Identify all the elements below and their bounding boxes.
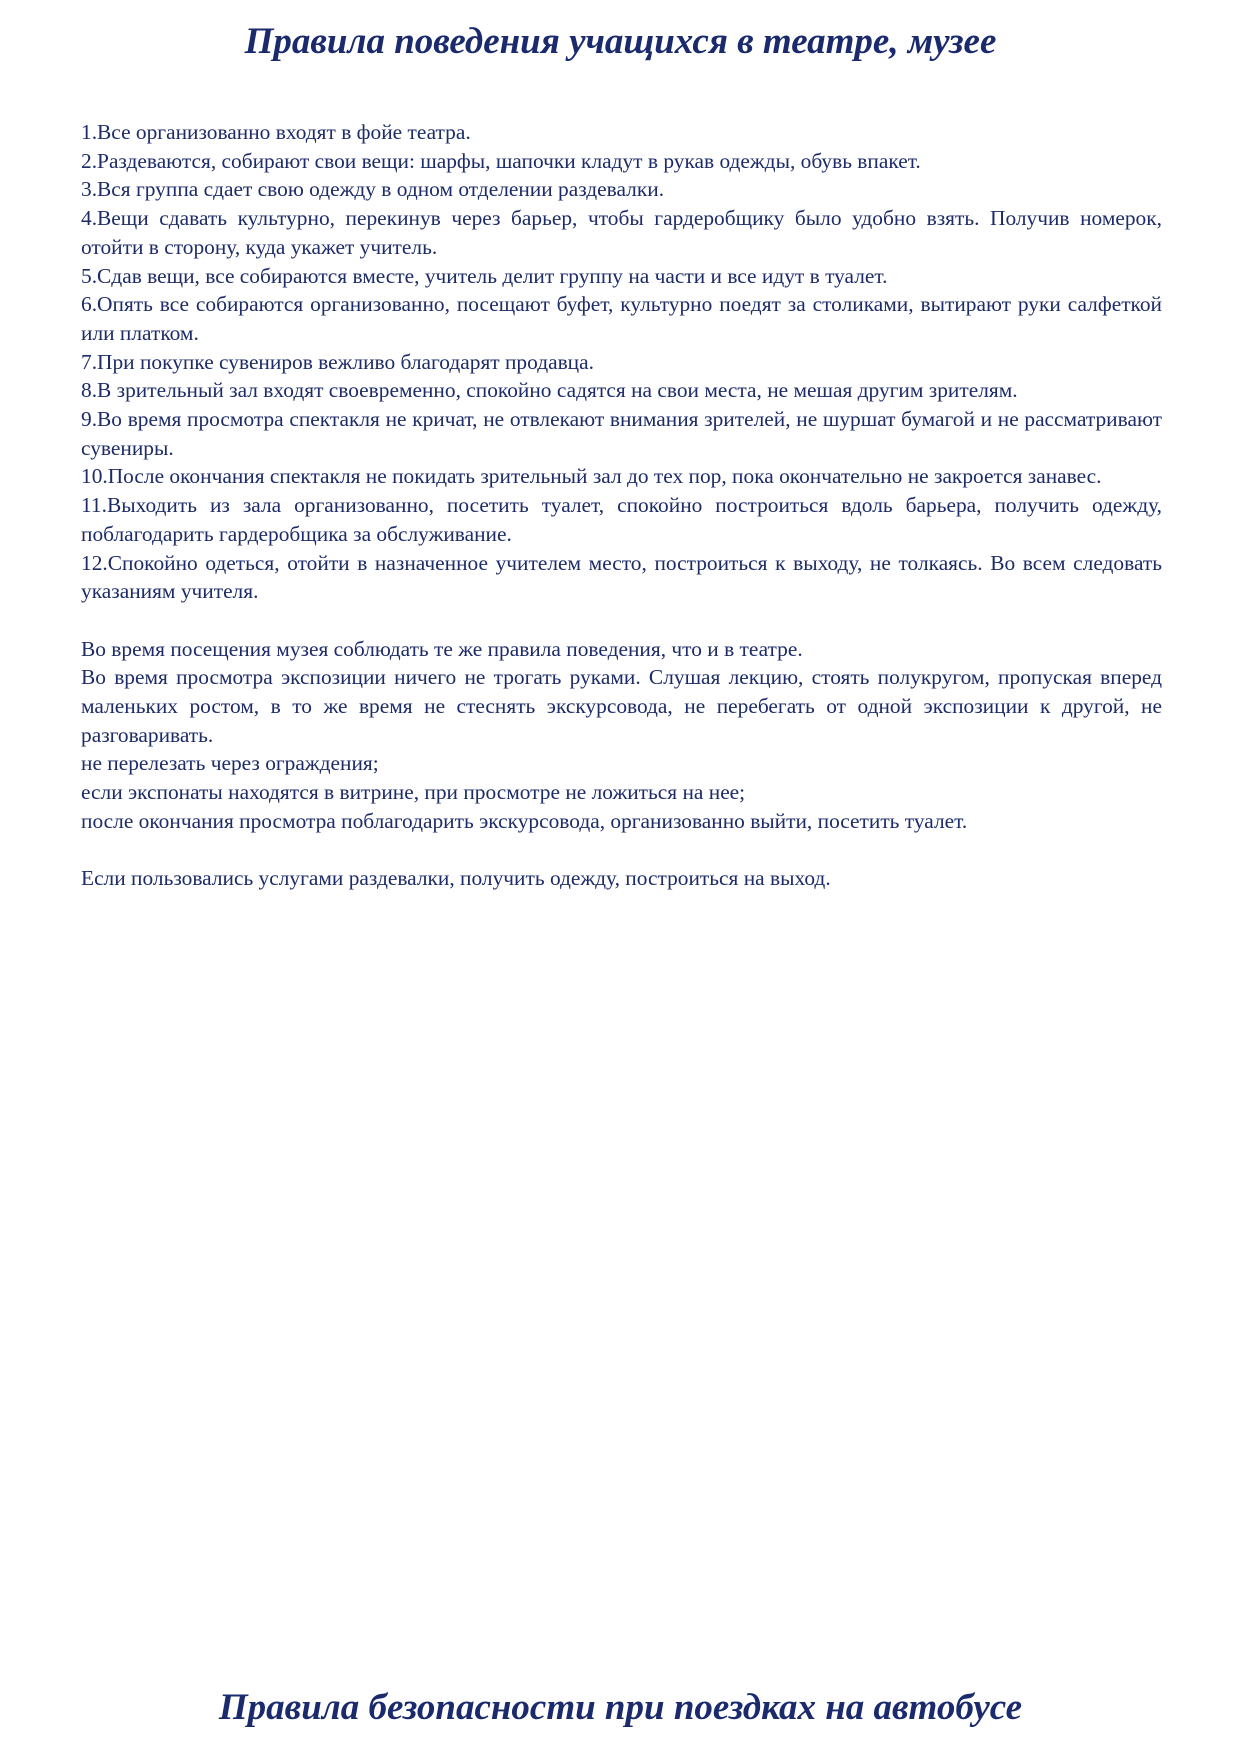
museum-rule-showcase: если экспонаты находятся в витрине, при просмотре не ложиться на нее; [81,780,746,805]
museum-rule-exit: после окончания просмотра поблагодарить экскурсовода, организованно выйти, посетить туалет. [81,808,968,833]
page-title: Правила поведения учащихся в театре, музее [244,21,997,62]
rule-2: 2.Раздеваются, собирают свои вещи: шарфы, шапочки кладут в рукав одежды, обувь впакет. [81,148,921,173]
paragraph-spacer [81,836,1162,865]
rule-12: 12.Спокойно одеться, отойти в назначенное учителем место, построиться к выходу, не толкаясь. Во всем следовать указаниям учителя. [81,550,1162,604]
rule-1: 1.Все организованно входят в фойе театра. [81,120,471,144]
museum-rule-barriers: не перелезать через ограждения; [81,751,379,776]
rule-4: 4.Вещи сдавать культурно, перекинув через барьер, чтобы гардеробщику было удобно взять. Получив номерок, отойти в сторону, куда укажет учитель. [81,206,1162,259]
rule-7: 7.При покупке сувениров вежливо благодарят продавца. [81,349,594,374]
rule-9: 9.Во время просмотра спектакля не кричат, не отвлекают внимания зрителей, не шуршат бумагой и не рассматривают сувениры. [81,407,1162,460]
rule-8: 8.В зрительный зал входят своевременно, спокойно садятся на свои места, не мешая другим зрителям. [81,378,1018,403]
museum-rule-exposition: Во время просмотра экспозиции ничего не трогать руками. Слушая лекцию, стоять полукругом, пропуская вперед маленьких ростом, в то же время не стеснять экскурсовода, не перебегать от одной экспозиции к другой, не разговаривать. [81,665,1162,747]
rule-6: 6.Опять все собираются организованно, посещают буфет, культурно поедят за столиками, вытирают руки салфеткой или платком. [81,292,1162,345]
paragraph-spacer [81,606,1162,635]
museum-rule-general: Во время посещения музея соблюдать те же правила поведения, что и в театре. [81,636,803,661]
closing-rule: Если пользовались услугами раздевалки, получить одежду, построиться на выход. [81,866,831,891]
rule-5: 5.Сдав вещи, все собираются вместе, учитель делит группу на части и все идут в туалет. [81,263,888,288]
rule-10: 10.После окончания спектакля не покидать зрительный зал до тех пор, пока окончательно не закроется занавес. [81,464,1102,489]
document-body [81,118,1162,893]
rule-3: 3.Вся группа сдает свою одежду в одном отделении раздевалки. [81,177,665,202]
rule-11: 11.Выходить из зала организованно, посетить туалет, спокойно построиться вдоль барьера, получить одежду, поблагодарить гардеробщика за обслуживание. [81,493,1162,546]
next-section-title: Правила безопасности при поездках на автобусе [218,1687,1023,1728]
